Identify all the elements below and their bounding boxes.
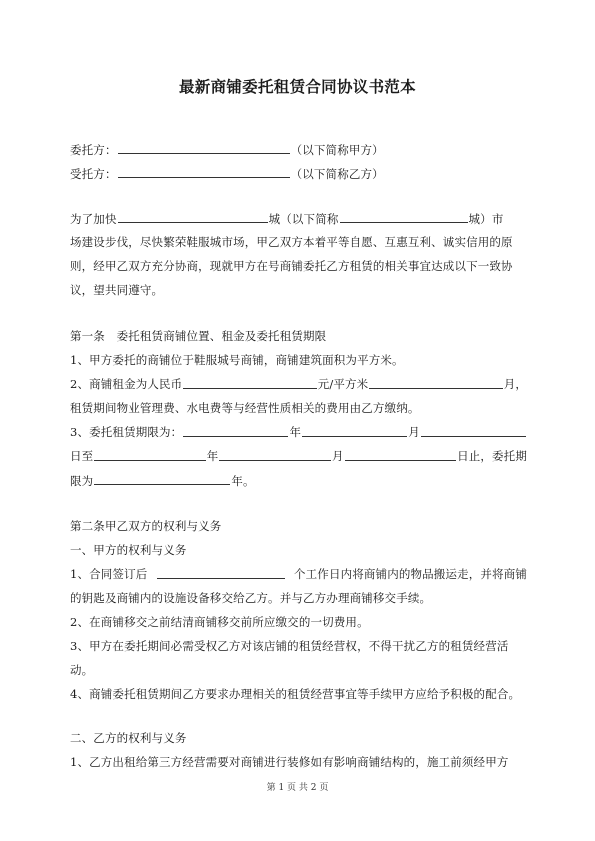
item-text: 3、委托租赁期限为： — [70, 425, 183, 439]
article2-q1: 1、乙方出租给第三方经营需要对商铺进行装修如有影响商铺结构的，施工前须经甲方 — [70, 755, 509, 769]
intro-line-4: 议，望共同遵守。 — [70, 283, 164, 297]
item-text: 1、合同签订后 — [70, 567, 148, 581]
client-line — [70, 141, 527, 158]
item-text: 年 — [206, 449, 219, 463]
article2-p3-line2: 动。 — [70, 663, 94, 677]
agent-label: 受托方： — [70, 167, 117, 181]
agent-blank[interactable] — [118, 165, 290, 178]
agent-line — [70, 165, 527, 182]
client-suffix: （以下简称甲方） — [290, 143, 384, 157]
article2-p2: 2、在商铺移交之前结清商铺移交前所应缴交的一切费用。 — [70, 615, 369, 629]
intro-text: 为了加快 — [70, 212, 117, 226]
article2-sub2: 二、乙方的权利与义务 — [70, 731, 187, 745]
item-text: 月 — [331, 449, 344, 463]
intro-text: 城）市 — [468, 212, 504, 226]
document-title: 最新商铺委托租赁合同协议书范本 — [178, 78, 416, 96]
start-year-blank[interactable] — [183, 424, 288, 437]
intro-text: 城（以下简称 — [268, 212, 339, 226]
article2-p3-line1: 3、甲方在委托期间必需受权乙方对该店铺的租赁经营权，不得干扰乙方的租赁经营活 — [70, 639, 509, 653]
client-blank[interactable] — [118, 141, 290, 154]
item-text: 年。 — [231, 474, 255, 488]
article1-heading: 第一条 委托租赁商铺位置、租金及委托租赁期限 — [70, 329, 327, 343]
item-text: 2、商铺租金为人民币 — [70, 377, 183, 391]
rent-unit-blank[interactable] — [369, 376, 502, 389]
article1-item3-line2 — [70, 448, 527, 464]
city-blank[interactable] — [118, 210, 268, 223]
article1-item3-line3 — [70, 472, 527, 489]
item-text: 个工作日内将商铺内的物品搬运走，并将商铺 — [294, 567, 527, 581]
end-month-blank[interactable] — [219, 448, 330, 461]
end-year-blank[interactable] — [94, 448, 205, 461]
article1-item2 — [70, 376, 527, 392]
start-day-blank[interactable] — [421, 424, 526, 437]
item-text: 年 — [289, 425, 302, 439]
item-text: 元/平方米 — [317, 377, 369, 391]
item-text: 日至 — [70, 449, 94, 463]
agent-suffix: （以下简称乙方） — [290, 167, 384, 181]
city-short-blank[interactable] — [340, 210, 468, 223]
client-label: 委托方： — [70, 143, 117, 157]
article2-sub1: 一、甲方的权利与义务 — [70, 543, 187, 557]
start-month-blank[interactable] — [302, 424, 407, 437]
article1-item3 — [70, 424, 527, 440]
end-day-blank[interactable] — [345, 448, 456, 461]
workdays-blank[interactable] — [157, 566, 285, 579]
intro-line-2: 场建设步伐，尽快繁荣鞋服城市场，甲乙双方本着平等自愿、互惠互利、诚实信用的原 — [70, 235, 513, 249]
article1-item2-line2: 租赁期间物业管理费、水电费等与经营性质相关的费用由乙方缴纳。 — [70, 401, 420, 415]
term-years-blank[interactable] — [94, 472, 230, 485]
article2-p1 — [70, 566, 527, 582]
rent-amount-blank[interactable] — [183, 376, 316, 389]
article2-heading: 第二条甲乙双方的权利与义务 — [70, 519, 222, 533]
intro-line-3: 则，经甲乙双方充分协商，现就甲方在号商铺委托乙方租赁的相关事宜达成以下一致协 — [70, 259, 513, 273]
item-text: 日止，委托期 — [457, 449, 527, 463]
item-text: 月 — [408, 425, 420, 439]
article1-item1: 1、甲方委托的商铺位于鞋服城号商铺，商铺建筑面积为平方米。 — [70, 353, 404, 367]
article2-p1-line2: 的钥匙及商铺内的设施设备移交给乙方。并与乙方办理商铺移交手续。 — [70, 591, 432, 605]
item-text: 限为 — [70, 474, 94, 488]
item-text: 月， — [503, 377, 528, 391]
page-number-footer: 第 1 页 共 2 页 — [266, 783, 329, 793]
intro-line-1 — [70, 210, 527, 227]
article2-p4: 4、商铺委托租赁期间乙方要求办理相关的租赁经营事宜等手续甲方应给予积极的配合。 — [70, 687, 521, 701]
